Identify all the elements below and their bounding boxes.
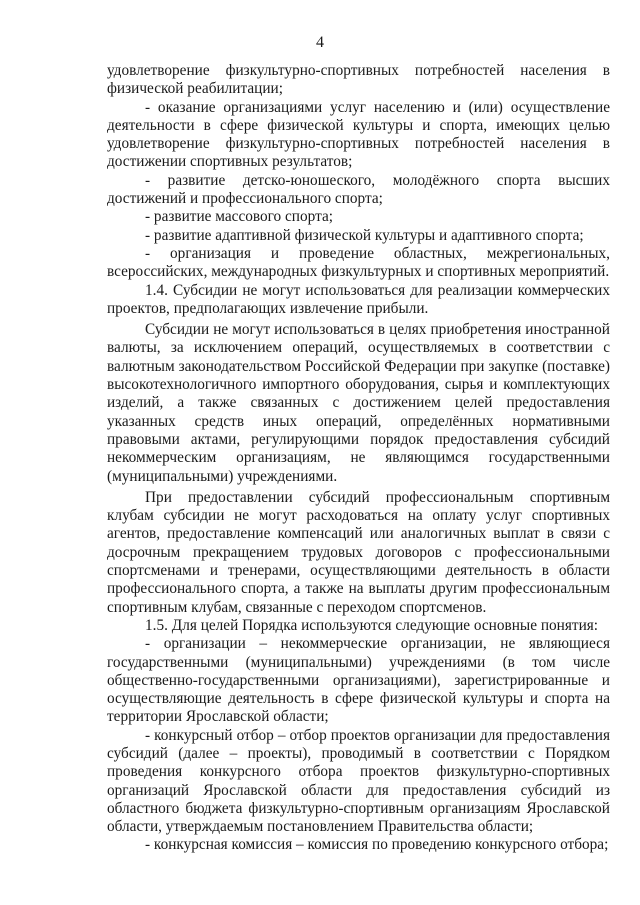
paragraph-13: - конкурсная комиссия – комиссия по проведению конкурсного отбора; xyxy=(145,836,609,854)
paragraph-11: - организации – некоммерческие организации, не являющиеся государственными (муниципальными) учреждениями (в том числе общественно-государственными организациями), зарегистрированные и осуществляющие деятельность в сфере физической культуры и спорта на территории Ярославской области; xyxy=(107,635,610,726)
paragraph-5: - развитие адаптивной физической культуры и адаптивного спорта; xyxy=(145,226,584,244)
paragraph-4: - развитие массового спорта; xyxy=(145,208,333,226)
paragraph-2: - оказание организациями услуг населению и (или) осуществление деятельности в сфере физической культуры и спорта, имеющих целью удовлетворение физкультурно-спортивных потребностей населения в достижении спортивных результатов; xyxy=(107,98,610,171)
paragraph-7: 1.4. Субсидии не могут использоваться для реализации коммерческих проектов, предполагающих извлечение прибыли. xyxy=(107,281,610,317)
paragraph-8: Субсидии не могут использоваться в целях приобретения иностранной валюты, за исключением операций, осуществляемых в соответствии с валютным законодательством Российской Федерации при закупке (поставке) высокотехнологичного импортного оборудования, сырья и комплектующих изделий, а также связанных с достижением целей предоставления указанных средств иных операций, определённых нормативными правовыми актами, регулирующими порядок предоставления субсидий некоммерческим организациям, не являющимся государственными (муниципальными) учреждениями. xyxy=(107,321,610,485)
paragraph-6: - организация и проведение областных, межрегиональных, всероссийских, международных физкультурных и спортивных мероприятий. xyxy=(107,244,610,281)
paragraph-10: 1.5. Для целей Порядка используются следующие основные понятия: xyxy=(145,616,599,634)
document-body xyxy=(107,62,610,855)
paragraph-9: При предоставлении субсидий профессиональным спортивным клубам субсидии не могут расходоваться на оплату услуг спортивных агентов, предоставление компенсаций или аналогичных выплат в связи с досрочным прекращением трудовых договоров с профессиональными спортсменами и тренерами, осуществляющими деятельность в области профессионального спорта, а также на выплаты другим профессиональным спортивным клубам, связанные с переходом спортсменов. xyxy=(107,488,610,616)
paragraph-3: - развитие детско-юношеского, молодёжного спорта высших достижений и профессионального спорта; xyxy=(107,171,610,208)
page-number: 4 xyxy=(316,34,324,51)
paragraph-12: - конкурсный отбор – отбор проектов организации для предоставления субсидий (далее – проекты), проводимый в соответствии с Порядком проведения конкурсного отбора проектов физкультурно-спортивных организаций Ярославской области для предоставления субсидий из областного бюджета физкультурно-спортивным организациям Ярославской области, утверждаемым постановлением Правительства области; xyxy=(107,726,610,836)
paragraph-1: удовлетворение физкультурно-спортивных потребностей населения в физической реабилитации; xyxy=(107,62,610,98)
